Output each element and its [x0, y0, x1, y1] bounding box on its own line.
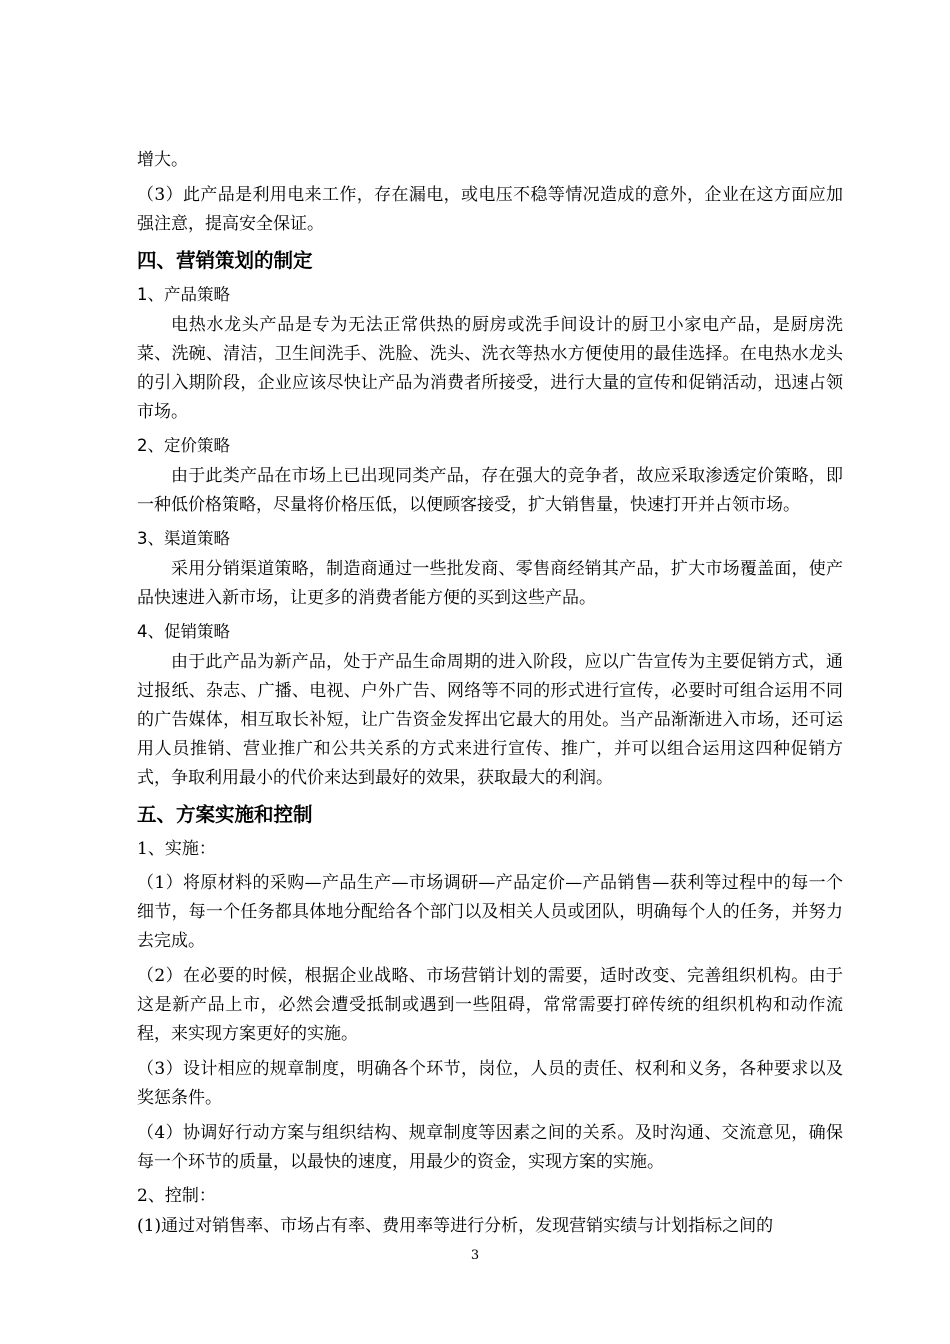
implementation-item-1: （1）将原材料的采购—产品生产—市场调研—产品定价—产品销售—获利等过程中的每一个细节，每一个任务都具体地分配给各个部门以及相关人员或团队，明确每个人的任务，并努力去完成。: [137, 873, 843, 951]
implementation-item-4: （4）协调好行动方案与组织结构、规章制度等因素之间的关系。及时沟通、交流意见，确保每一个环节的质量，以最快的速度，用最少的资金，实现方案的实施。: [137, 1123, 843, 1172]
control-heading: 2、控制：: [137, 1186, 216, 1206]
promotion-strategy-body: 由于此产品为新产品，处于产品生命周期的进入阶段，应以广告宣传为主要促销方式，通过报纸、杂志、广播、电视、户外广告、网络等不同的形式进行宣传，必要时可组合运用不同的广告媒体，相互取长补短，让广告资金发挥出它最大的用处。当产品渐渐进入市场，还可运用人员推销、营业推广和公共关系的方式来进行宣传、推广，并可以组合运用这四种促销方式，争取利用最小的代价来达到最好的效果，获取最大的利润。: [137, 652, 843, 788]
page-number: 3: [470, 1248, 480, 1263]
control-item-1: (1)通过对销售率、市场占有率、费用率等进行分析，发现营销实绩与计划指标之间的: [137, 1216, 774, 1236]
channel-strategy-heading: 3、渠道策略: [137, 529, 230, 548]
section-5-heading: 五、方案实施和控制: [137, 803, 313, 826]
implementation-item-2: （2）在必要的时候，根据企业战略、市场营销计划的需要，适时改变、完善组织机构。由于这是新产品上市，必然会遭受抵制或遇到一些阻碍，常常需要打碎传统的组织机构和动作流程，来实现方案更好的实施。: [137, 966, 843, 1044]
product-strategy-body: 电热水龙头产品是专为无法正常供热的厨房或洗手间设计的厨卫小家电产品，是厨房洗菜、洗碗、清洁，卫生间洗手、洗脸、洗头、洗衣等热水方便使用的最佳选择。在电热水龙头的引入期阶段，企业应该尽快让产品为消费者所接受，进行大量的宣传和促销活动，迅速占领市场。: [137, 315, 843, 422]
implementation-heading: 1、实施：: [137, 839, 216, 859]
risk-3-paragraph: （3）此产品是利用电来工作，存在漏电，或电压不稳等情况造成的意外，企业在这方面应加强注意，提高安全保证。: [137, 185, 843, 234]
intro-tail-paragraph: 增大。: [137, 150, 188, 170]
channel-strategy-body: 采用分销渠道策略，制造商通过一些批发商、零售商经销其产品，扩大市场覆盖面，使产品快速进入新市场，让更多的消费者能方便的买到这些产品。: [137, 559, 843, 608]
implementation-item-3: （3）设计相应的规章制度，明确各个环节，岗位，人员的责任、权利和义务，各种要求以及奖惩条件。: [137, 1059, 843, 1108]
pricing-strategy-body: 由于此类产品在市场上已出现同类产品，存在强大的竞争者，故应采取渗透定价策略，即一种低价格策略，尽量将价格压低，以便顾客接受，扩大销售量，快速打开并占领市场。: [137, 466, 843, 515]
product-strategy-heading: 1、产品策略: [137, 285, 230, 304]
pricing-strategy-heading: 2、定价策略: [137, 436, 230, 455]
section-4-heading: 四、营销策划的制定: [137, 249, 313, 272]
document-page: [137, 146, 843, 1241]
promotion-strategy-heading: 4、促销策略: [137, 622, 230, 641]
